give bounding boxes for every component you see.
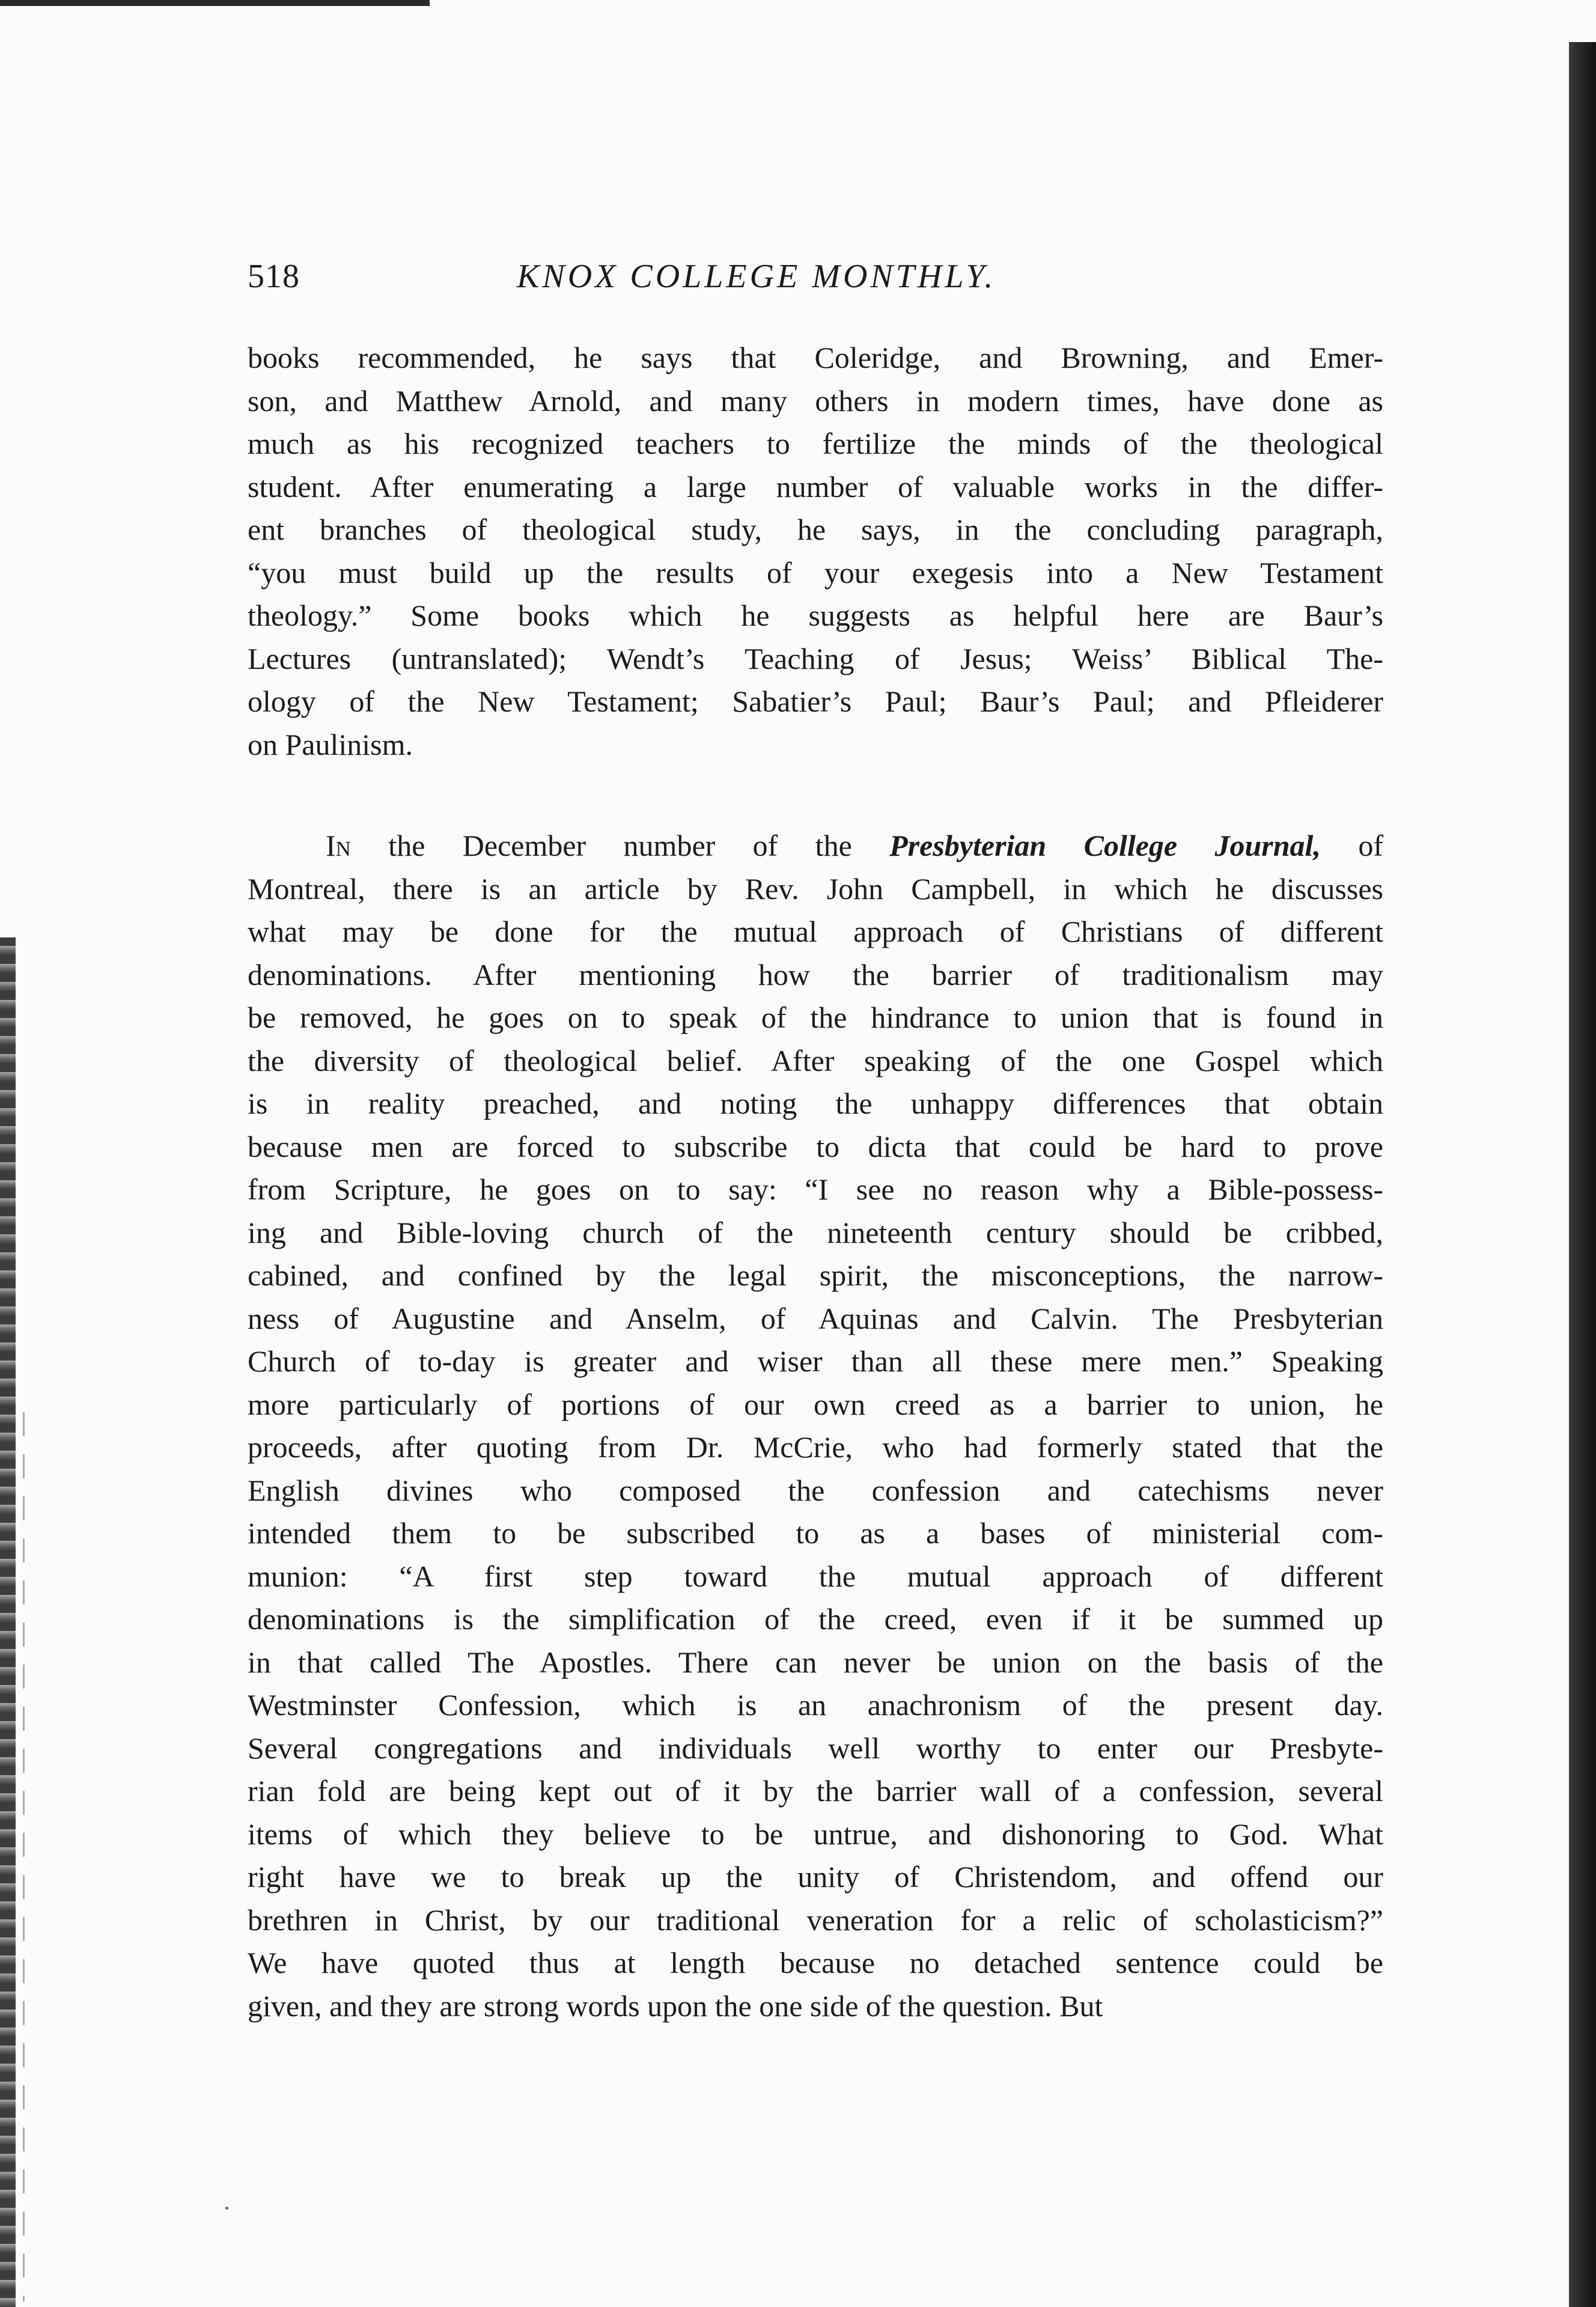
text-line: We have quoted thus at length because no detached sentence could be bbox=[248, 1946, 1383, 1979]
text-line: Westminster Confession, which is an anachronism of the present day. bbox=[248, 1688, 1383, 1722]
text-line: cabined, and confined by the legal spirit, the misconceptions, the narrow- bbox=[248, 1258, 1383, 1292]
text-line: Lectures (untranslated); Wendt’s Teaching of Jesus; Weiss’ Biblical The- bbox=[248, 641, 1383, 675]
text-line: is in reality preached, and noting the unhappy differences that obtain bbox=[248, 1086, 1383, 1120]
paragraph-2 bbox=[248, 824, 1383, 2028]
running-title: KNOX COLLEGE MONTHLY. bbox=[517, 258, 996, 295]
text-line: Church of to-day is greater and wiser than all these mere men.” Speaking bbox=[248, 1344, 1383, 1378]
text-line: because men are forced to subscribe to dicta that could be hard to prove bbox=[248, 1129, 1383, 1163]
text-line: brethren in Christ, by our traditional veneration for a relic of scholasticism?” bbox=[248, 1903, 1383, 1937]
text-line: right have we to break up the unity of Christendom, and offend our bbox=[248, 1860, 1383, 1894]
text-line: theology.” Some books which he suggests as helpful here are Baur’s bbox=[248, 599, 1383, 632]
scan-left-edge-streak bbox=[23, 1412, 25, 2302]
first-line-text: the December number of the bbox=[350, 829, 890, 862]
text-line: ent branches of theological study, he says, in the concluding paragraph, bbox=[248, 513, 1383, 546]
paragraph-2-first-line bbox=[248, 824, 1383, 868]
page-number: 518 bbox=[248, 258, 300, 295]
text-line: Montreal, there is an article by Rev. John Campbell, in which he discusses bbox=[248, 871, 1383, 906]
text-line: intended them to be subscribed to as a bases of ministerial com- bbox=[248, 1516, 1383, 1550]
text-line: be removed, he goes on to speak of the hindrance to union that is found in bbox=[248, 1001, 1383, 1034]
running-head bbox=[248, 252, 1383, 300]
text-line: the diversity of theological belief. After speaking of the one Gospel which bbox=[248, 1043, 1383, 1077]
paragraph-initial: In bbox=[326, 829, 351, 862]
scan-top-rule bbox=[0, 0, 430, 6]
journal-title: Presbyterian College Journal, bbox=[889, 829, 1321, 862]
scan-left-edge-shadow bbox=[0, 937, 16, 2307]
text-line: rian fold are being kept out of it by the barrier wall of a confession, several bbox=[248, 1774, 1383, 1808]
text-line: in that called The Apostles. There can never be union on the basis of the bbox=[248, 1645, 1383, 1679]
text-line: denominations. After mentioning how the barrier of traditionalism may bbox=[248, 957, 1383, 992]
scan-right-edge-shadow bbox=[1569, 42, 1596, 2307]
scan-speck bbox=[225, 2207, 228, 2210]
text-line: English divines who composed the confession and catechisms never bbox=[248, 1473, 1383, 1507]
text-line: “you must build up the results of your exegesis into a New Testament bbox=[248, 555, 1383, 590]
first-line-text-end: of bbox=[1320, 829, 1383, 862]
text-line: proceeds, after quoting from Dr. McCrie, who had formerly stated that the bbox=[248, 1430, 1383, 1464]
text-line: student. After enumerating a large number of valuable works in the differ- bbox=[248, 469, 1383, 504]
text-line: ology of the New Testament; Sabatier’s Paul; Baur’s Paul; and Pfleiderer bbox=[248, 684, 1383, 718]
text-line: denominations is the simplification of the creed, even if it be summed up bbox=[248, 1602, 1383, 1636]
text-line: given, and they are strong words upon the one side of the question. But bbox=[248, 1989, 1103, 2023]
text-line: books recommended, he says that Coleridge, and Browning, and Emer- bbox=[248, 341, 1383, 374]
paragraph-1 bbox=[248, 337, 1383, 766]
text-line: ness of Augustine and Anselm, of Aquinas and Calvin. The Presbyterian bbox=[248, 1301, 1383, 1335]
text-line: items of which they believe to be untrue, and dishonoring to God. What bbox=[248, 1817, 1383, 1851]
text-line: much as his recognized teachers to fertilize the minds of the theological bbox=[248, 427, 1383, 460]
text-line: Several congregations and individuals well worthy to enter our Presbyte- bbox=[248, 1731, 1383, 1765]
text-line: what may be done for the mutual approach of Christians of different bbox=[248, 915, 1383, 948]
text-line: son, and Matthew Arnold, and many others in modern times, have done as bbox=[248, 383, 1383, 418]
text-line: more particularly of portions of our own creed as a barrier to union, he bbox=[248, 1387, 1383, 1421]
text-line: on Paulinism. bbox=[248, 727, 413, 761]
text-line: ing and Bible-loving church of the nineteenth century should be cribbed, bbox=[248, 1215, 1383, 1249]
text-line: from Scripture, he goes on to say: “I see no reason why a Bible-possess- bbox=[248, 1172, 1383, 1206]
text-line: munion: “A first step toward the mutual approach of different bbox=[248, 1559, 1383, 1593]
